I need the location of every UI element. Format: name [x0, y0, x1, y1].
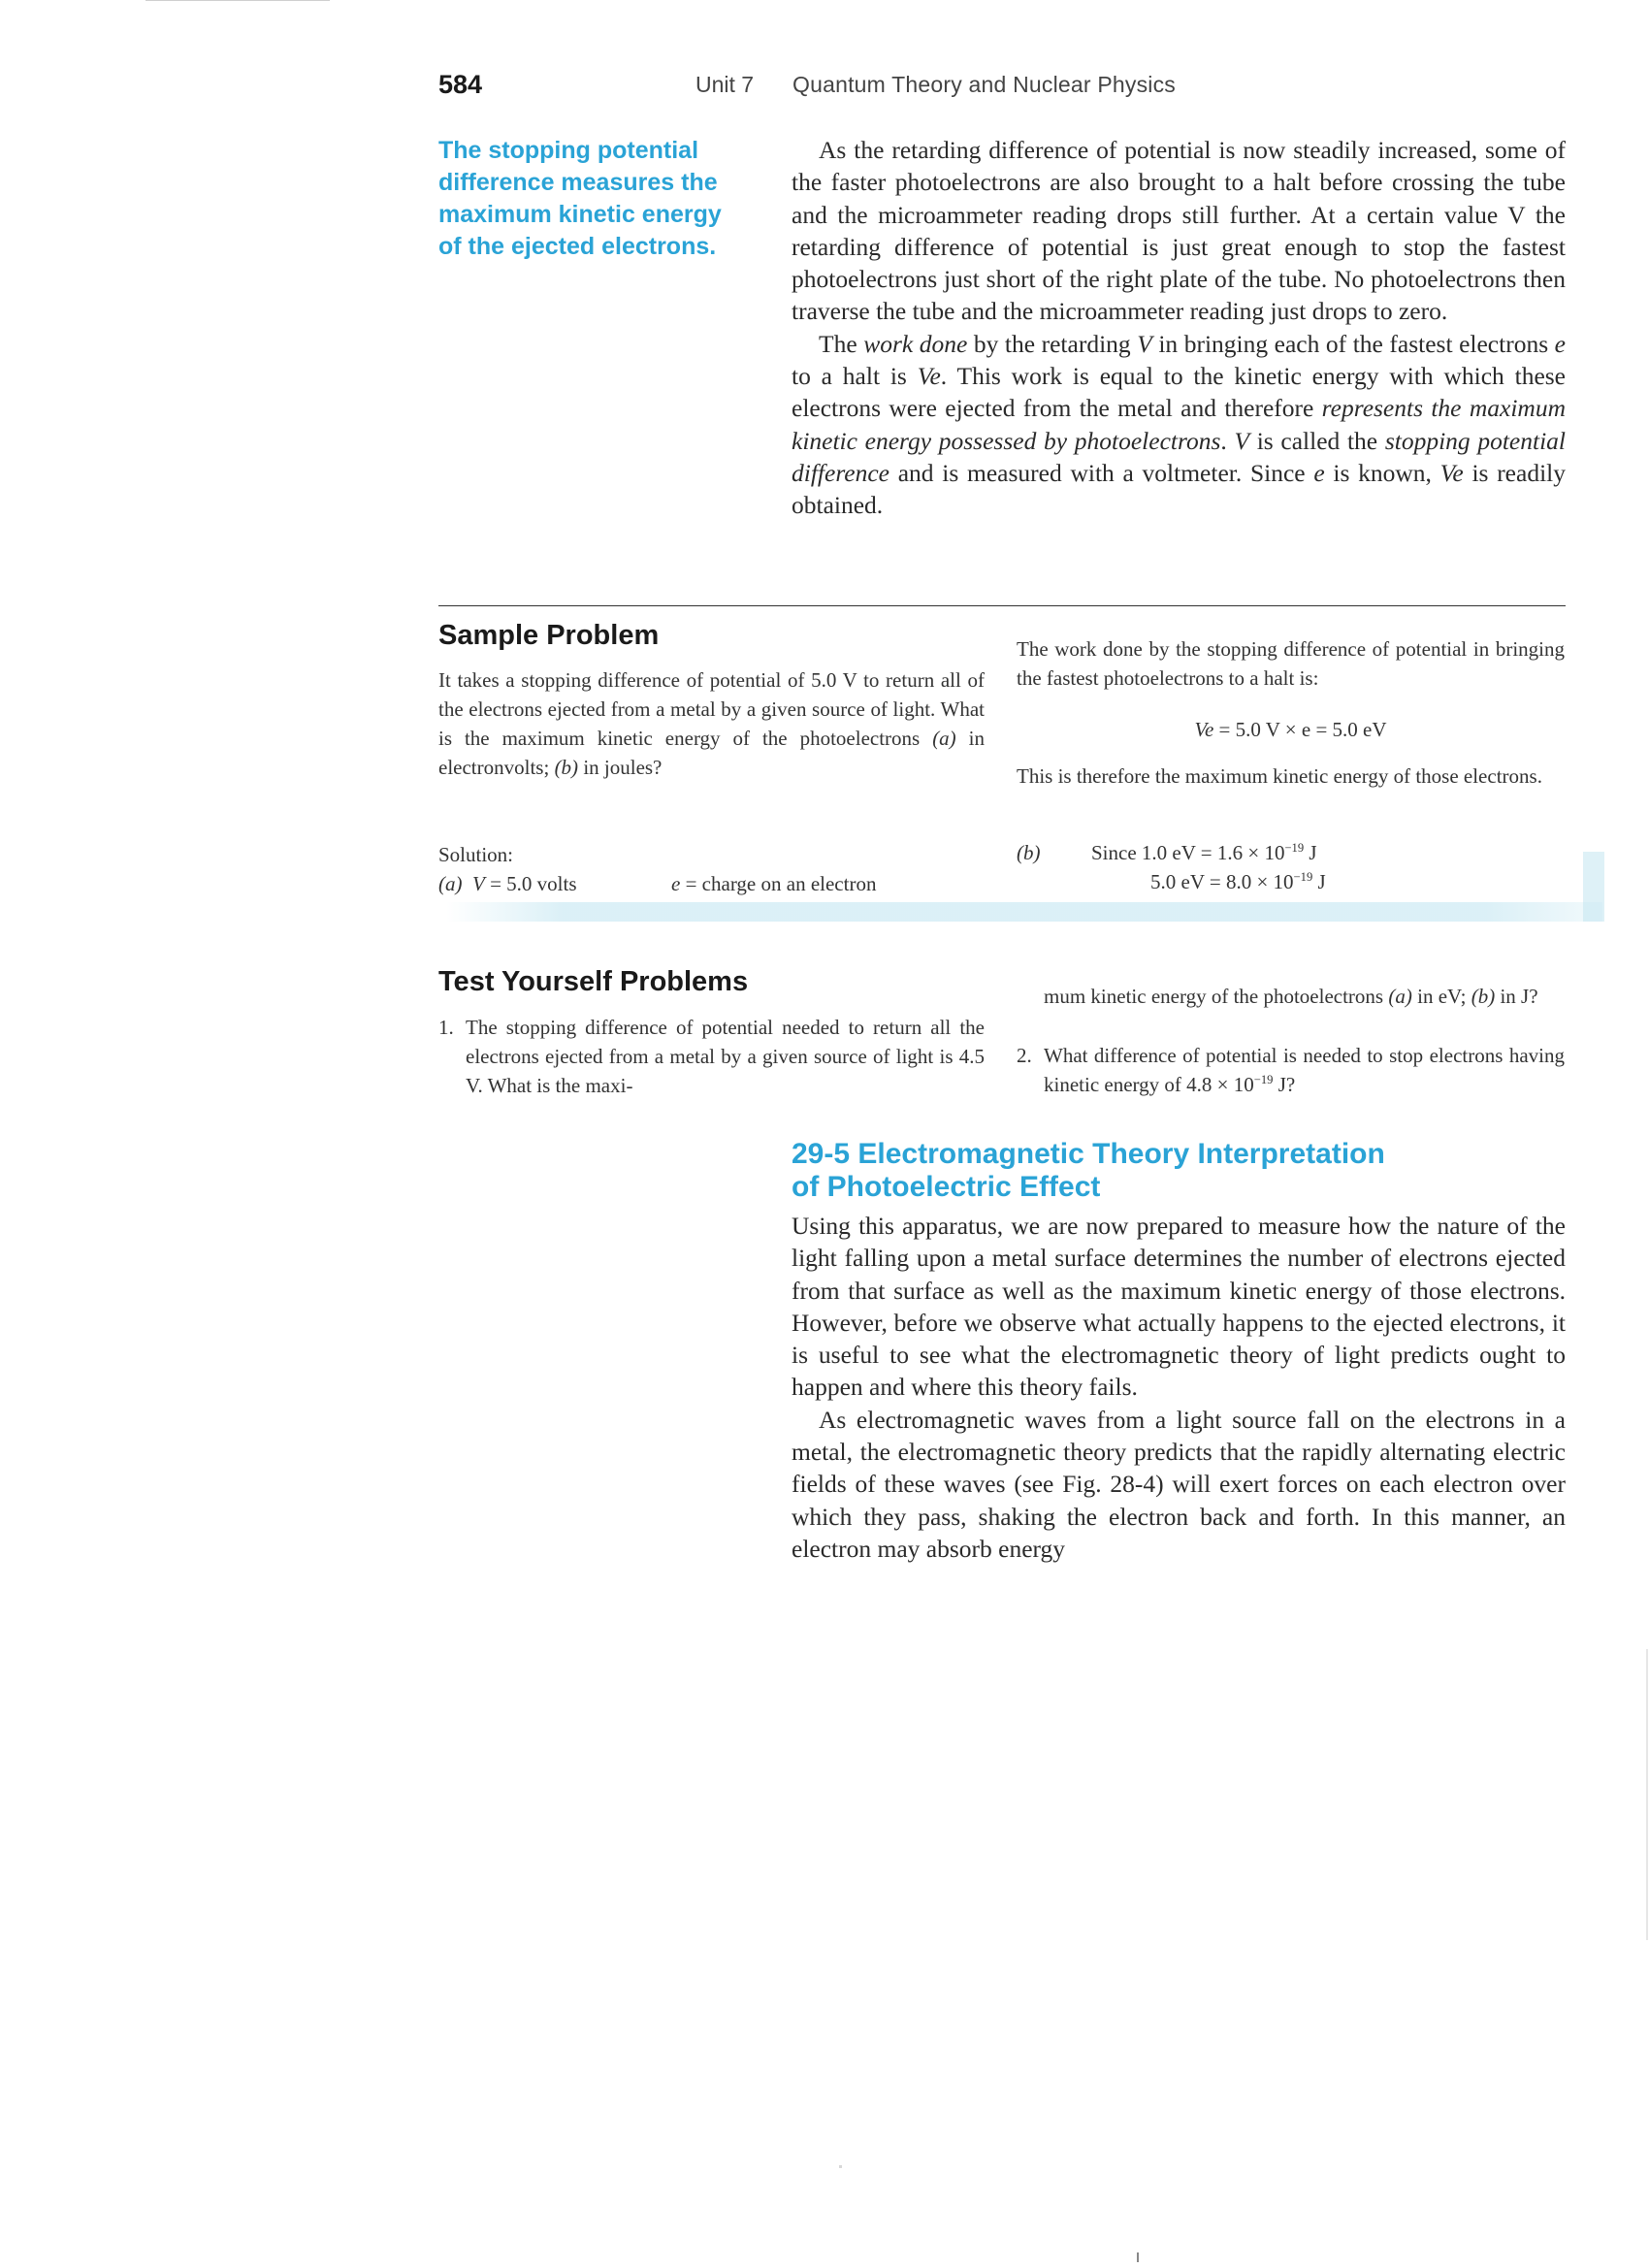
symbol-Ve: Ve — [1194, 718, 1214, 741]
symbol-e: e — [1313, 458, 1325, 487]
text-run: It takes a stopping difference of potential of 5.0 V to return all of the electrons ejected from a metal by a given source of light. What is the maximum kinetic energy of the photoelectrons — [438, 668, 985, 750]
text-run: is known, — [1324, 458, 1440, 487]
running-head-title: Quantum Theory and Nuclear Physics — [792, 72, 1177, 97]
unit-label: Unit 7 — [695, 72, 755, 97]
text-run: The — [819, 329, 864, 358]
text-run: in electronvolts; — [438, 727, 985, 779]
text-run: is called the — [1249, 426, 1385, 455]
intro-text — [792, 134, 1566, 522]
exponent: −19 — [1293, 870, 1313, 884]
part-label-a: (a) — [932, 727, 956, 750]
part-label-b: (b) — [554, 756, 579, 779]
section-heading-line-1: 29-5 Electromagnetic Theory Interpretation — [792, 1138, 1385, 1170]
solution-part-a — [438, 869, 985, 898]
symbol-V: V — [1137, 329, 1152, 358]
symbol-V: V — [472, 872, 485, 895]
conversion-line-1 — [1091, 838, 1317, 867]
text-run: and is measured with a voltmeter. Since — [889, 458, 1314, 487]
test-problem-1 — [438, 1013, 985, 1100]
text-run: in joules? — [578, 756, 663, 779]
text-run: = charge on an electron — [680, 872, 877, 895]
text-run: J? — [1273, 1073, 1296, 1096]
text-run: to a halt is — [792, 362, 918, 391]
section-heading-line-2: of Photoelectric Effect — [792, 1171, 1101, 1203]
text-run: 5.0 eV = 8.0 × 10 — [1150, 870, 1294, 893]
text-run: J — [1304, 841, 1317, 864]
test-problem-2 — [1017, 1041, 1565, 1099]
emphasis-work-done: work done — [863, 329, 968, 358]
scan-speck — [1137, 2252, 1139, 2262]
intro-paragraph-1: As the retarding difference of potential is now steadily increased, some of the faster photoelectrons are also brought to a halt before crossing the tube and the microammeter reading drops still further. At a certain value V the retarding difference of potential is just great enough to stop the fastest photoelectrons just short of the right plate of the tube. No photoelectrons then traverse the tube and the microammeter reading just drops to zero. — [792, 136, 1566, 326]
scan-edge-line — [146, 0, 330, 1]
solution-label: Solution: — [438, 843, 514, 866]
problem-number: 1. — [438, 1016, 454, 1039]
section-paragraph-1: Using this apparatus, we are now prepared to measure how the nature of the light falling upon a metal surface determines the number of electrons ejected from that surface as well as the maximum kinetic energy of those electrons. However, before we observe what actually happens to the ejected electrons, it is useful to see what the electromagnetic theory of light predicts ought to happen and where this theory fails. — [792, 1212, 1566, 1402]
value-voltage: = 5.0 volts — [484, 872, 577, 895]
part-label-b: (b) — [1471, 985, 1496, 1008]
conversion-line-2 — [1150, 867, 1326, 896]
section-heading — [792, 1138, 1471, 1204]
section-body — [792, 1210, 1566, 1565]
part-label-a: (a) — [1388, 985, 1412, 1008]
text-run: . — [1220, 426, 1235, 455]
section-divider — [438, 605, 1566, 606]
problem-text: The stopping difference of potential needed to return all the electrons ejected from a metal by a given source of light is 4.5 V. What is the maxi- — [466, 1016, 985, 1097]
page-number: 584 — [438, 70, 483, 99]
text-run: is readily obtained. — [792, 458, 1566, 520]
text-run: by the retarding — [967, 329, 1138, 358]
symbol-e: e — [1554, 329, 1566, 358]
part-label-a: (a) — [438, 872, 463, 895]
exponent: −19 — [1253, 1073, 1274, 1086]
scan-speck — [839, 2165, 842, 2168]
test-yourself-heading: Test Yourself Problems — [438, 966, 749, 997]
sample-conclusion: This is therefore the maximum kinetic energy of those electrons. — [1017, 764, 1542, 788]
symbol-e: e — [671, 872, 681, 895]
sample-problem-heading: Sample Problem — [438, 620, 660, 651]
symbol-Ve: Ve — [1439, 458, 1464, 487]
symbol-V: V — [1234, 426, 1250, 455]
section-paragraph-2: As electromagnetic waves from a light source fall on the electrons in a metal, the electromagnetic theory predicts that the rapidly alternating electric fields of these waves (see Fig. 28-4) will exert forces on each electron over which they pass, shaking the electron back and forth. In this manner, an electron may absorb energy — [792, 1405, 1566, 1563]
sample-equation — [1017, 715, 1565, 744]
margin-note: The stopping potential difference measures the maximum kinetic energy of the ejected electrons. — [438, 137, 722, 260]
intro-paragraph-2 — [792, 328, 1566, 522]
emphasis-stopping-potential: stopping potential difference — [792, 426, 1566, 487]
sample-problem-tint-edge — [1583, 852, 1604, 922]
text-run: = 5.0 V × e = 5.0 eV — [1213, 718, 1387, 741]
emphasis-max-ke: represents the maximum kinetic energy possessed by photoelectrons — [792, 394, 1566, 455]
text-run: in J? — [1495, 985, 1538, 1008]
sample-solution-text: The work done by the stopping difference of potential in bringing the fastest photoelectrons to a halt is: — [1017, 637, 1565, 690]
part-label-b: (b) — [1017, 841, 1041, 864]
text-run: mum kinetic energy of the photoelectrons — [1044, 985, 1389, 1008]
text-run: in bringing each of the fastest electrons — [1151, 329, 1555, 358]
text-run: J — [1312, 870, 1326, 893]
sample-problem-tint-band — [446, 902, 1602, 922]
text-run: in eV; — [1411, 985, 1471, 1008]
problem-number: 2. — [1017, 1044, 1032, 1067]
test-problem-1-continued — [1044, 982, 1565, 1011]
text-run: . This work is equal to the kinetic energy with which these electrons were ejected from the metal and therefore — [792, 362, 1566, 423]
text-run: Since 1.0 eV = 1.6 × 10 — [1091, 841, 1285, 864]
exponent: −19 — [1284, 841, 1305, 855]
symbol-Ve: Ve — [917, 362, 941, 391]
sample-problem-question — [438, 665, 985, 782]
problem-text: What difference of potential is needed to stop electrons having kinetic energy of 4.8 × 10 — [1044, 1044, 1565, 1096]
scan-edge-shadow — [1646, 1649, 1648, 1940]
